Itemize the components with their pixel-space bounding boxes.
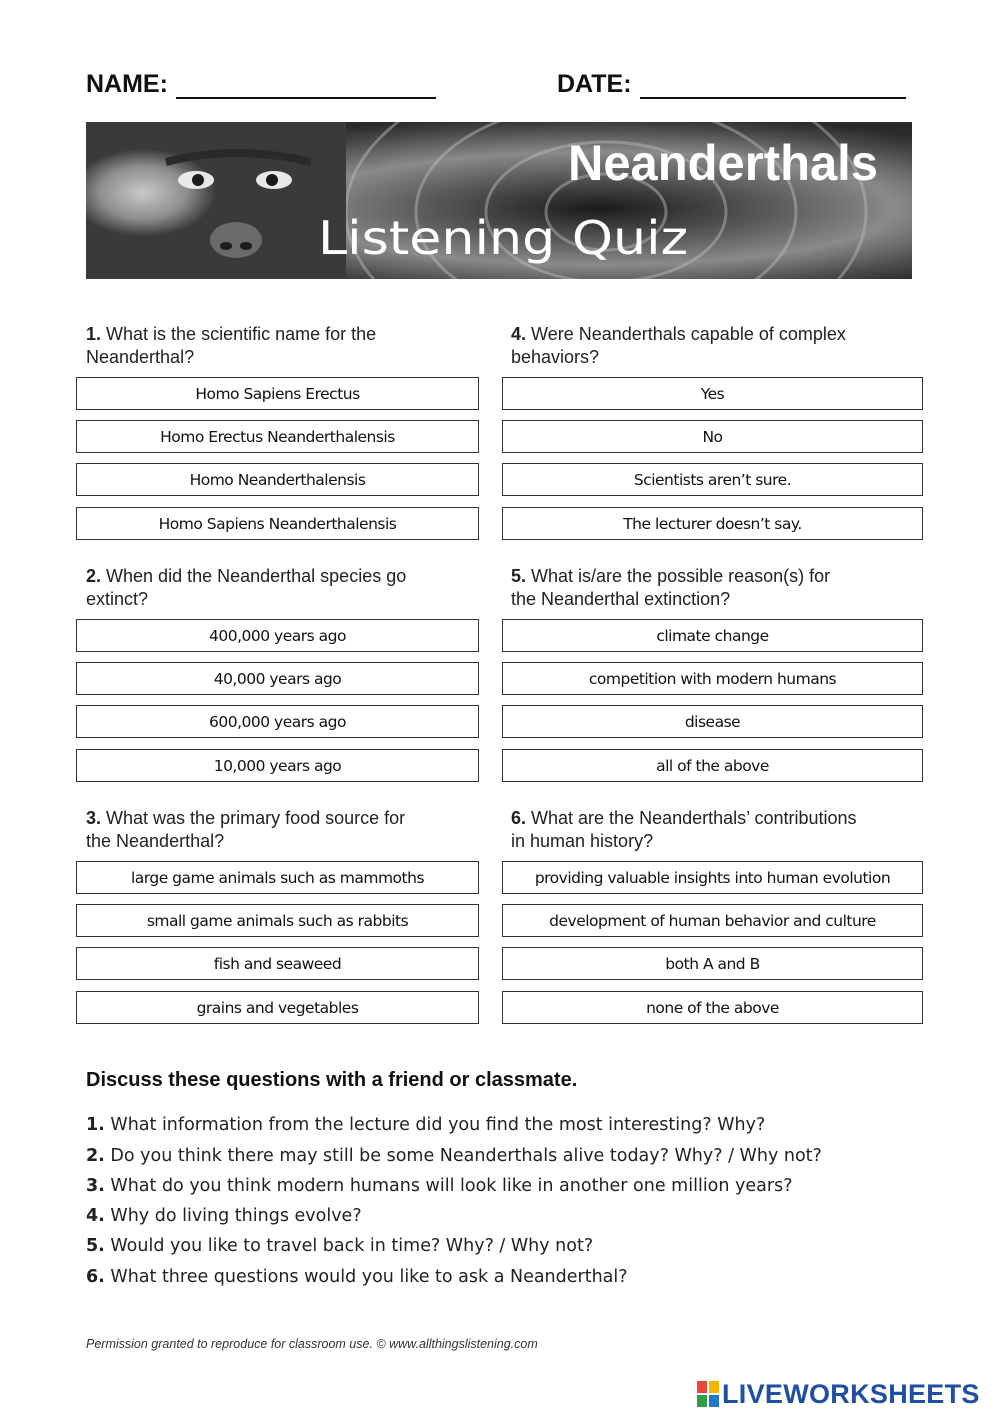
question-4 (511, 323, 846, 369)
q6-option-1[interactable]: providing valuable insights into human evolution (502, 861, 923, 894)
discussion-item-2-text: Do you think there may still be some Neanderthals alive today? Why? / Why not? (110, 1146, 822, 1166)
question-4-number: 4. (511, 324, 527, 344)
question-4-text-cont: behaviors? (511, 347, 600, 367)
q2-option-4[interactable]: 10,000 years ago (76, 749, 479, 782)
q3-option-3[interactable]: fish and seaweed (76, 947, 479, 980)
question-1-number: 1. (86, 324, 102, 344)
brand-name: LIVEWORKSHEETS (722, 1378, 980, 1409)
question-6-text: What are the Neanderthals’ contributions (531, 808, 857, 828)
question-3-text-cont: the Neanderthal? (86, 831, 225, 851)
question-5-text-cont: the Neanderthal extinction? (511, 589, 731, 609)
discussion-item-2-number: 2. (86, 1146, 105, 1166)
question-4-text: Were Neanderthals capable of complex (531, 324, 846, 344)
q3-option-4[interactable]: grains and vegetables (76, 991, 479, 1024)
discussion-title: Discuss these questions with a friend or classmate. (86, 1069, 578, 1091)
q4-option-2[interactable]: No (502, 420, 923, 453)
discussion-item-5-number: 5. (86, 1236, 105, 1256)
question-6-number: 6. (511, 808, 527, 828)
q1-option-2[interactable]: Homo Erectus Neanderthalensis (76, 420, 479, 453)
q2-option-3[interactable]: 600,000 years ago (76, 705, 479, 738)
question-3 (86, 807, 405, 853)
header (86, 70, 916, 106)
banner-subtitle: Listening Quiz (318, 211, 688, 265)
q5-option-4[interactable]: all of the above (502, 749, 923, 782)
discussion-item-5 (86, 1236, 593, 1256)
question-3-number: 3. (86, 808, 102, 828)
discussion-item-1-text: What information from the lecture did you find the most interesting? Why? (110, 1115, 766, 1135)
discussion-item-1-number: 1. (86, 1115, 105, 1135)
q4-option-3[interactable]: Scientists aren’t sure. (502, 463, 923, 496)
question-5 (511, 565, 830, 611)
q6-option-4[interactable]: none of the above (502, 991, 923, 1024)
q5-option-2[interactable]: competition with modern humans (502, 662, 923, 695)
q6-option-2[interactable]: development of human behavior and culture (502, 904, 923, 937)
q2-option-2[interactable]: 40,000 years ago (76, 662, 479, 695)
q3-option-1[interactable]: large game animals such as mammoths (76, 861, 479, 894)
name-blank-line[interactable] (176, 73, 436, 99)
banner-title: Neanderthals (568, 135, 878, 191)
question-2 (86, 565, 406, 611)
discussion-item-2 (86, 1146, 822, 1166)
discussion-item-4-number: 4. (86, 1206, 105, 1226)
q5-option-1[interactable]: climate change (502, 619, 923, 652)
q1-option-3[interactable]: Homo Neanderthalensis (76, 463, 479, 496)
name-field (86, 70, 436, 99)
discussion-item-4-text: Why do living things evolve? (110, 1206, 362, 1226)
q4-option-1[interactable]: Yes (502, 377, 923, 410)
permission-footer: Permission granted to reproduce for classroom use. © www.allthingslistening.com (86, 1337, 538, 1351)
q1-option-1[interactable]: Homo Sapiens Erectus (76, 377, 479, 410)
q5-option-3[interactable]: disease (502, 705, 923, 738)
discussion-item-6-text: What three questions would you like to ask a Neanderthal? (110, 1267, 628, 1287)
discussion-item-3-text: What do you think modern humans will look like in another one million years? (110, 1176, 793, 1196)
question-1-text: What is the scientific name for the (106, 324, 377, 344)
question-2-text: When did the Neanderthal species go (106, 566, 407, 586)
banner-image (86, 122, 912, 279)
discussion-item-6-number: 6. (86, 1267, 105, 1287)
q1-option-4[interactable]: Homo Sapiens Neanderthalensis (76, 507, 479, 540)
liveworksheets-logo-icon (697, 1381, 719, 1407)
liveworksheets-brand[interactable] (697, 1377, 980, 1411)
q2-option-1[interactable]: 400,000 years ago (76, 619, 479, 652)
discussion-item-6 (86, 1267, 628, 1287)
neanderthal-face (86, 122, 346, 279)
question-3-text: What was the primary food source for (106, 808, 406, 828)
name-label: NAME: (86, 70, 168, 98)
question-6 (511, 807, 857, 853)
date-field (557, 70, 906, 99)
discussion-item-3 (86, 1176, 793, 1196)
question-1-text-cont: Neanderthal? (86, 347, 195, 367)
question-5-number: 5. (511, 566, 527, 586)
question-2-text-cont: extinct? (86, 589, 149, 609)
discussion-item-1 (86, 1115, 765, 1135)
discussion-item-4 (86, 1206, 362, 1226)
question-1 (86, 323, 376, 369)
question-6-text-cont: in human history? (511, 831, 654, 851)
date-label: DATE: (557, 70, 632, 98)
q3-option-2[interactable]: small game animals such as rabbits (76, 904, 479, 937)
q4-option-4[interactable]: The lecturer doesn’t say. (502, 507, 923, 540)
discussion-item-5-text: Would you like to travel back in time? Why? / Why not? (110, 1236, 594, 1256)
q6-option-3[interactable]: both A and B (502, 947, 923, 980)
discussion-item-3-number: 3. (86, 1176, 105, 1196)
question-5-text: What is/are the possible reason(s) for (531, 566, 831, 586)
date-blank-line[interactable] (640, 73, 906, 99)
banner-illustration (86, 122, 912, 279)
question-2-number: 2. (86, 566, 102, 586)
